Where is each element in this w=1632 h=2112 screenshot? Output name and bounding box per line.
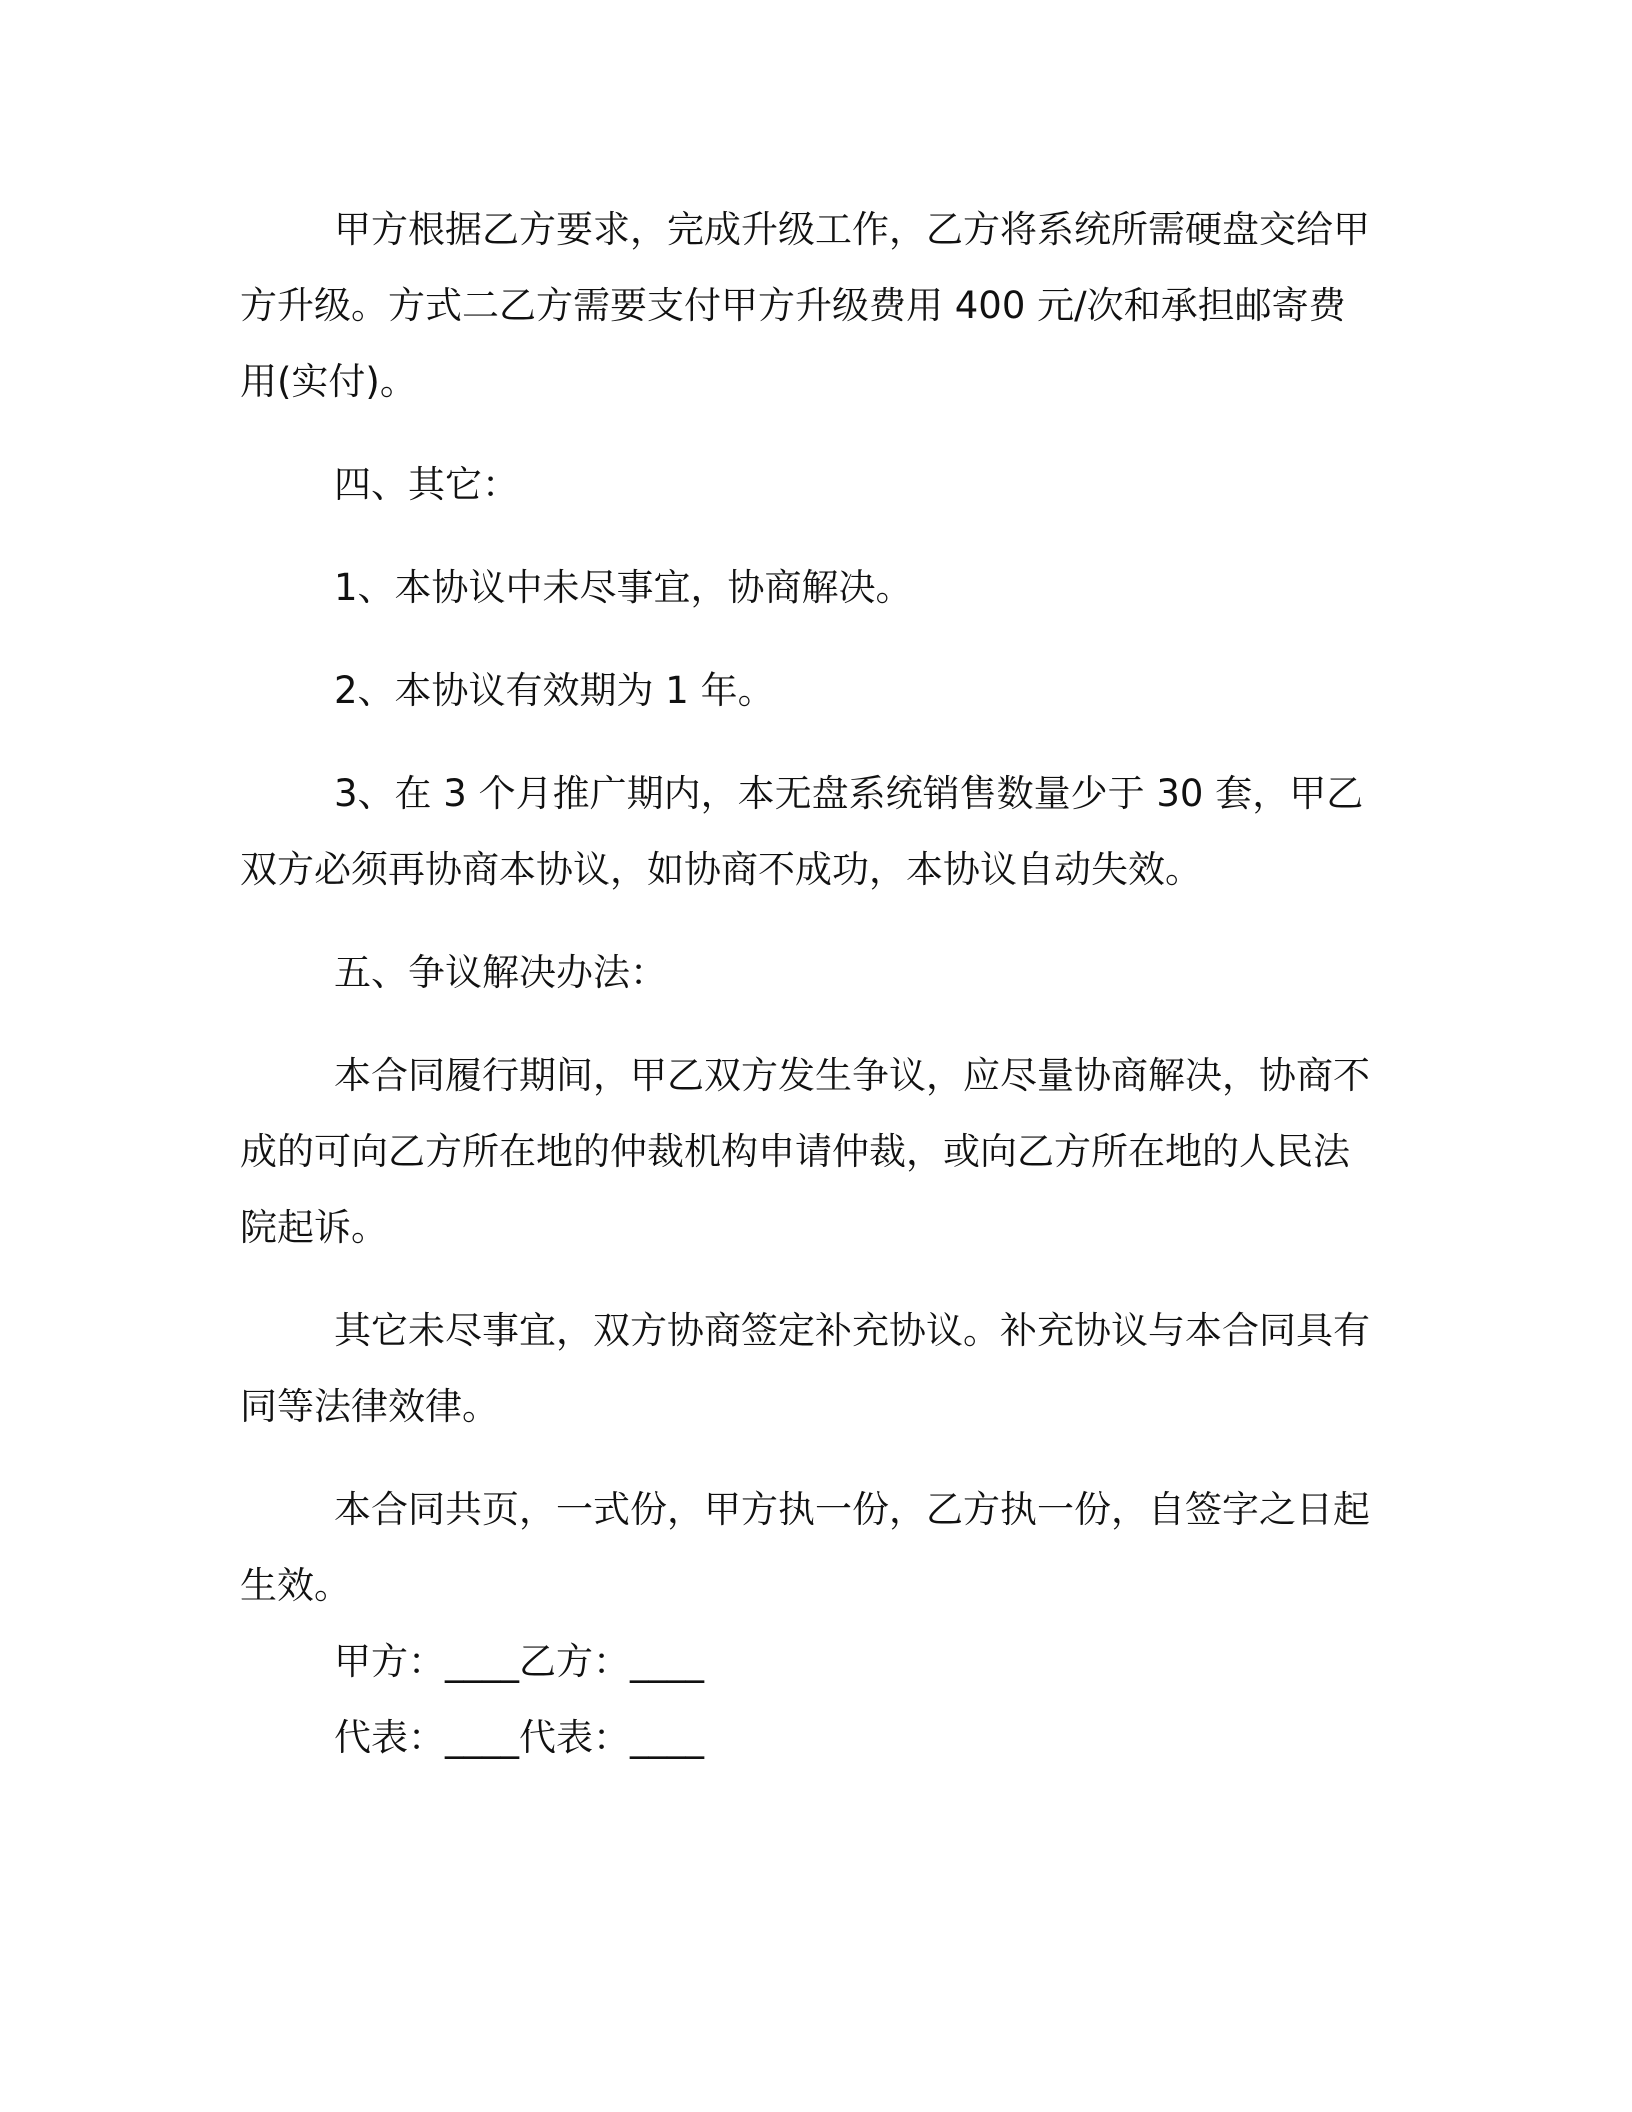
paragraph-copies-effective: 本合同共页，一式份，甲方执一份，乙方执一份，自签字之日起生效。: [240, 1488, 1370, 1607]
signature-parties-line: 甲方：____乙方：____: [334, 1640, 704, 1683]
document-body: [240, 192, 1380, 1776]
paragraph-supplementary-agreement: 其它未尽事宜，双方协商签定补充协议。补充协议与本合同具有同等法律效律。: [240, 1309, 1370, 1428]
signature-representatives-line: 代表：____代表：____: [334, 1716, 704, 1759]
clause-3: 3、在 3 个月推广期内，本无盘系统销售数量少于 30 套，甲乙双方必须再协商本协议，如协商不成功，本协议自动失效。: [240, 772, 1364, 891]
section-heading-other: 四、其它：: [334, 463, 519, 506]
paragraph-upgrade-terms: 甲方根据乙方要求，完成升级工作，乙方将系统所需硬盘交给甲方升级。方式二乙方需要支付甲方升级费用 400 元/次和承担邮寄费用(实付)。: [240, 208, 1370, 403]
clause-2: 2、本协议有效期为 1 年。: [334, 669, 775, 712]
paragraph-dispute-resolution: 本合同履行期间，甲乙双方发生争议，应尽量协商解决，协商不成的可向乙方所在地的仲裁机构申请仲裁，或向乙方所在地的人民法院起诉。: [240, 1054, 1370, 1249]
section-heading-dispute: 五、争议解决办法：: [334, 951, 667, 994]
clause-1: 1、本协议中未尽事宜，协商解决。: [334, 566, 913, 609]
